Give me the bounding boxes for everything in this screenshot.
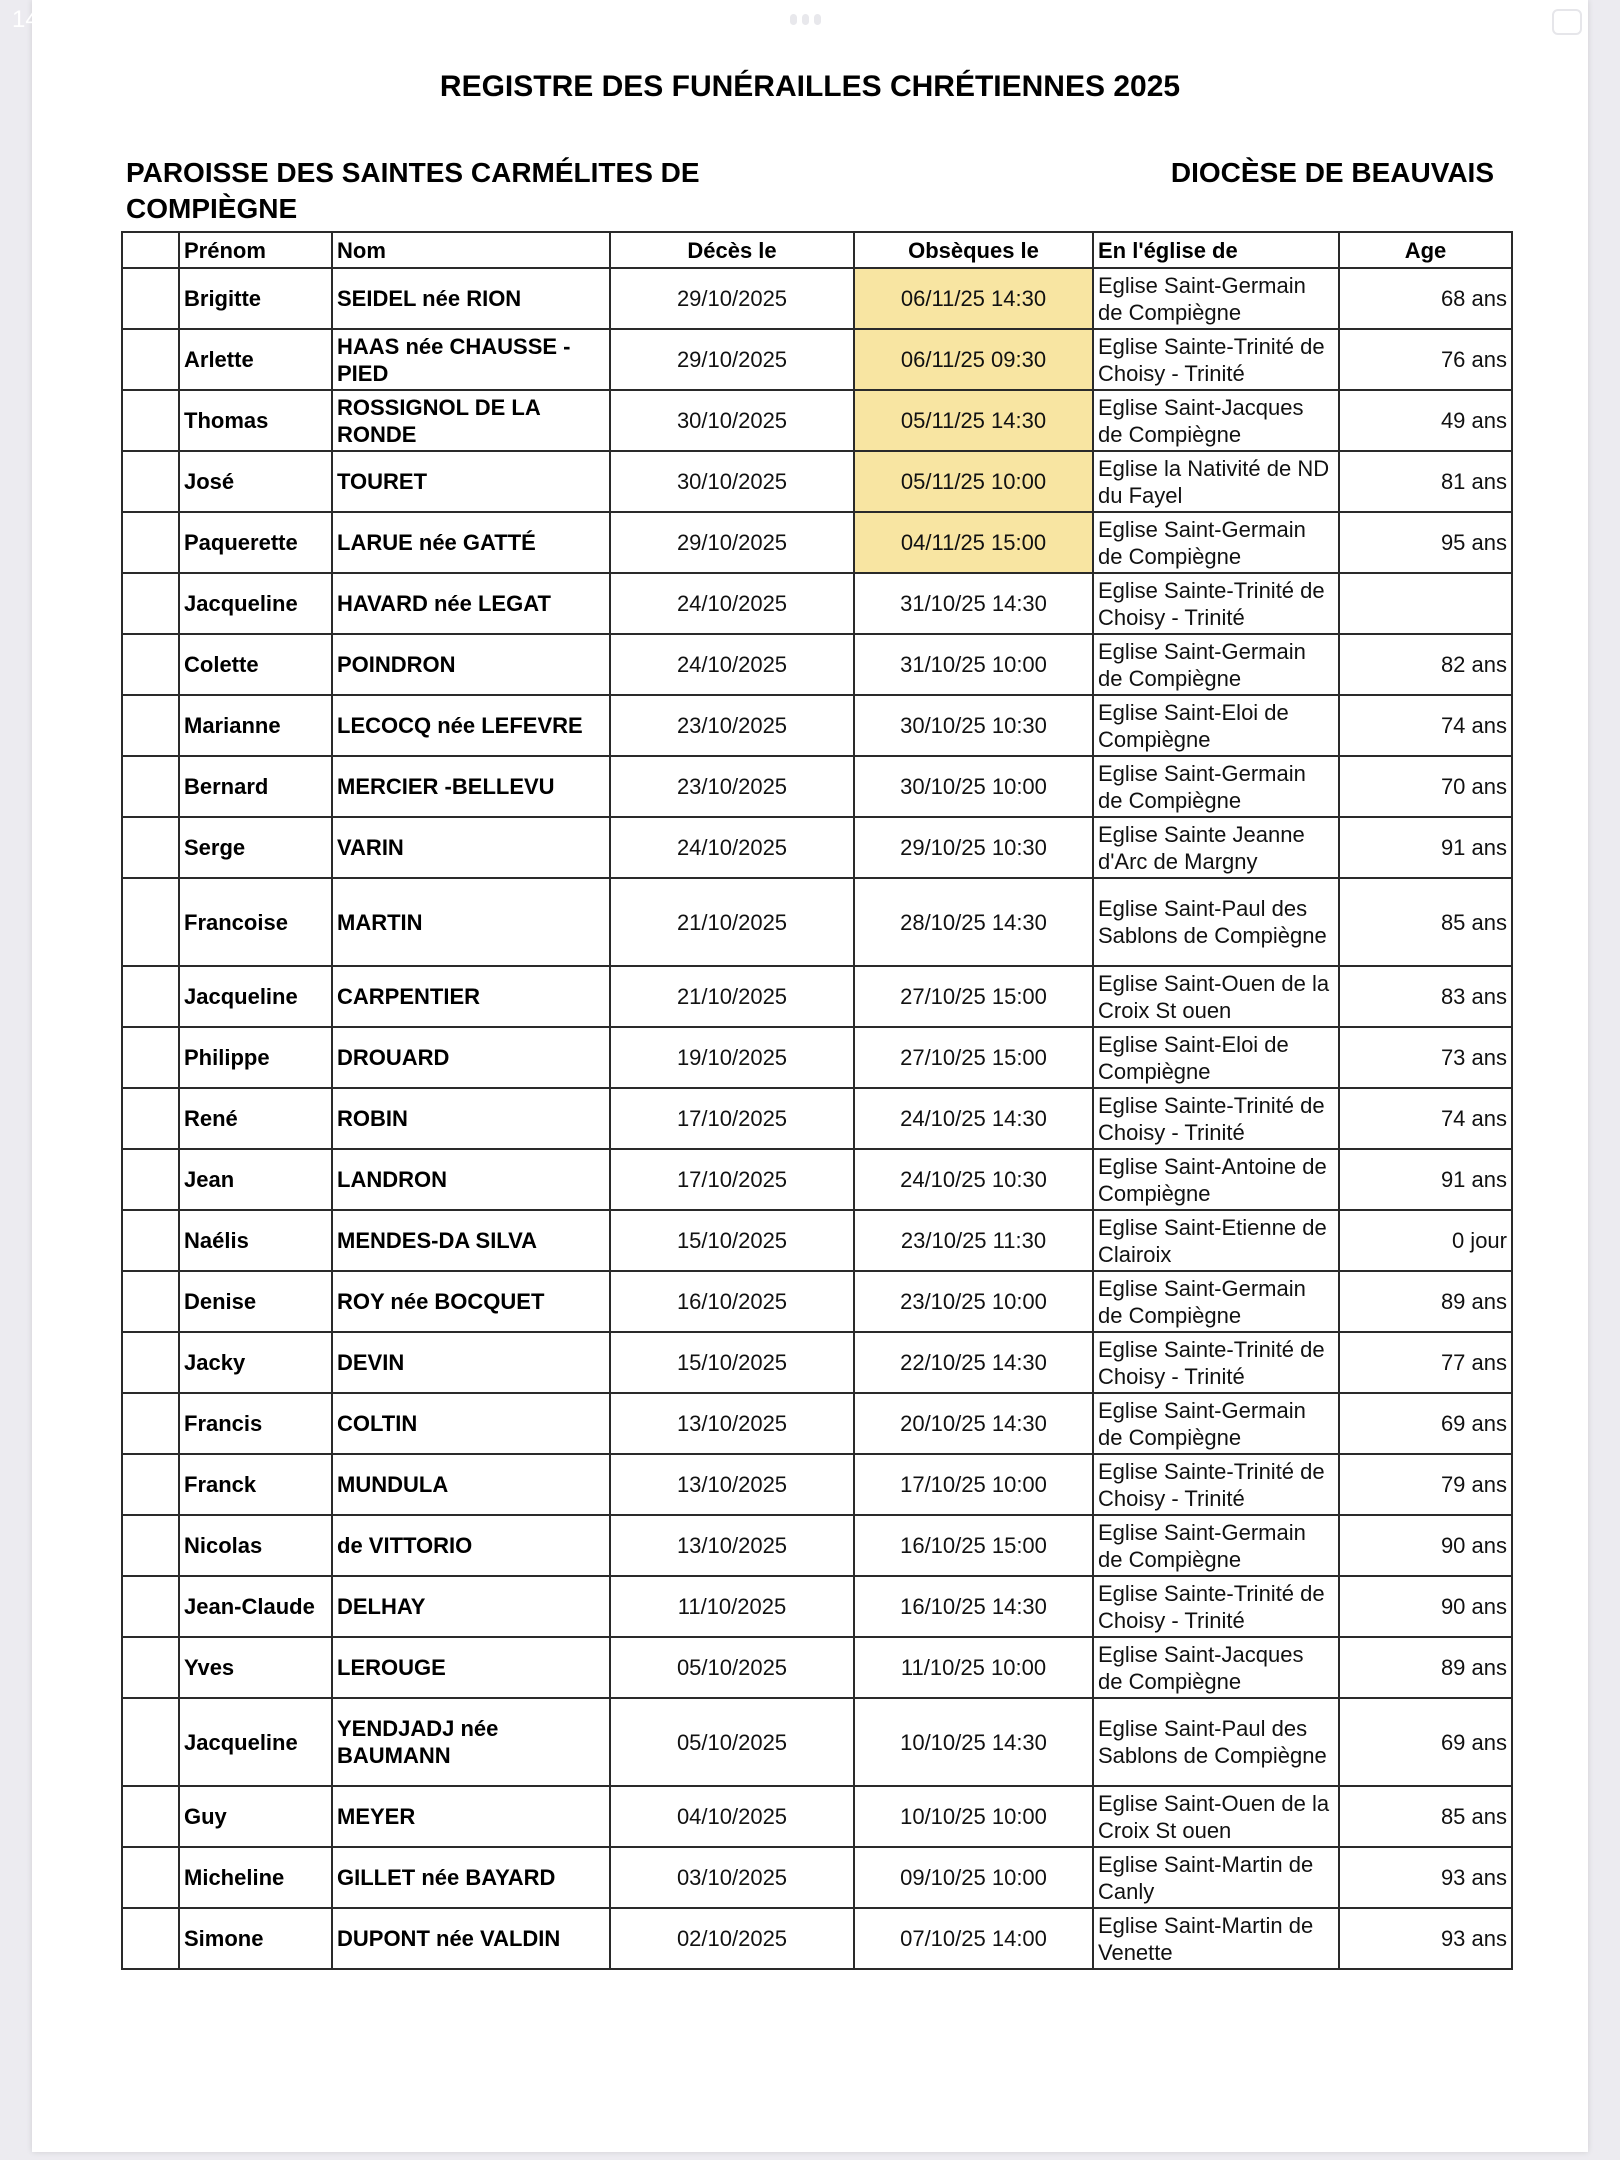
- table-row: [122, 451, 1512, 512]
- cell-eglise: Eglise Saint-Ouen de la Croix St ouen: [1093, 966, 1339, 1027]
- cell-prenom: Jacqueline: [179, 573, 332, 634]
- status-time: 14: [12, 6, 39, 33]
- cell-nom: HAAS née CHAUSSE - PIED: [332, 329, 610, 390]
- row-marker-cell: [122, 1637, 179, 1698]
- cell-age: 93 ans: [1339, 1847, 1512, 1908]
- cell-date-obseques: 11/10/25 10:00: [854, 1637, 1093, 1698]
- row-marker-cell: [122, 1847, 179, 1908]
- cell-prenom: Yves: [179, 1637, 332, 1698]
- column-header-age: Age: [1339, 232, 1512, 268]
- cell-nom: LARUE née GATTÉ: [332, 512, 610, 573]
- column-header-eglise: En l'église de: [1093, 232, 1339, 268]
- cell-age: 73 ans: [1339, 1027, 1512, 1088]
- cell-eglise: Eglise Sainte-Trinité de Choisy - Trinité: [1093, 1576, 1339, 1637]
- cell-nom: ROSSIGNOL DE LA RONDE: [332, 390, 610, 451]
- cell-eglise: Eglise Sainte-Trinité de Choisy - Trinité: [1093, 1088, 1339, 1149]
- cell-prenom: Jacqueline: [179, 966, 332, 1027]
- cell-date-deces: 11/10/2025: [610, 1576, 854, 1637]
- cell-date-deces: 24/10/2025: [610, 634, 854, 695]
- cell-date-obseques: 10/10/25 10:00: [854, 1786, 1093, 1847]
- table-row: [122, 695, 1512, 756]
- cell-date-obseques: 29/10/25 10:30: [854, 817, 1093, 878]
- row-marker-cell: [122, 1576, 179, 1637]
- table-row: [122, 634, 1512, 695]
- row-marker-cell: [122, 1786, 179, 1847]
- cell-date-deces: 16/10/2025: [610, 1271, 854, 1332]
- cell-nom: CARPENTIER: [332, 966, 610, 1027]
- table-row: [122, 1088, 1512, 1149]
- cell-date-obseques: 31/10/25 10:00: [854, 634, 1093, 695]
- cell-date-deces: 13/10/2025: [610, 1454, 854, 1515]
- cell-date-obseques: 30/10/25 10:30: [854, 695, 1093, 756]
- cell-date-deces: 24/10/2025: [610, 817, 854, 878]
- cell-date-deces: 21/10/2025: [610, 966, 854, 1027]
- row-marker-cell: [122, 1271, 179, 1332]
- cell-eglise: Eglise Saint-Eloi de Compiègne: [1093, 1027, 1339, 1088]
- cell-date-deces: 23/10/2025: [610, 695, 854, 756]
- cell-date-obseques: 16/10/25 15:00: [854, 1515, 1093, 1576]
- table-row: [122, 1027, 1512, 1088]
- cell-prenom: Denise: [179, 1271, 332, 1332]
- table-row: [122, 1149, 1512, 1210]
- column-header-obseques: Obsèques le: [854, 232, 1093, 268]
- cell-date-deces: 30/10/2025: [610, 451, 854, 512]
- cell-age: 93 ans: [1339, 1908, 1512, 1969]
- cell-age: 90 ans: [1339, 1576, 1512, 1637]
- status-bar: [0, 0, 1620, 40]
- row-marker-cell: [122, 268, 179, 329]
- table-row: [122, 390, 1512, 451]
- cell-eglise: Eglise Saint-Paul des Sablons de Compiègne: [1093, 878, 1339, 966]
- cell-age: 85 ans: [1339, 1786, 1512, 1847]
- cell-date-deces: 13/10/2025: [610, 1393, 854, 1454]
- table-row: [122, 1332, 1512, 1393]
- cell-eglise: Eglise la Nativité de ND du Fayel: [1093, 451, 1339, 512]
- cell-prenom: Marianne: [179, 695, 332, 756]
- cell-eglise: Eglise Sainte Jeanne d'Arc de Margny: [1093, 817, 1339, 878]
- cell-date-obseques: 09/10/25 10:00: [854, 1847, 1093, 1908]
- table-row: [122, 966, 1512, 1027]
- cell-nom: SEIDEL née RION: [332, 268, 610, 329]
- cell-date-obseques: 06/11/25 09:30: [854, 329, 1093, 390]
- diocese-name: DIOCÈSE DE BEAUVAIS: [1170, 157, 1494, 188]
- cell-prenom: Jean: [179, 1149, 332, 1210]
- cell-age: 74 ans: [1339, 695, 1512, 756]
- cell-eglise: Eglise Saint-Antoine de Compiègne: [1093, 1149, 1339, 1210]
- cell-prenom: René: [179, 1088, 332, 1149]
- cell-age: 68 ans: [1339, 268, 1512, 329]
- cell-nom: ROBIN: [332, 1088, 610, 1149]
- column-header-deces: Décès le: [610, 232, 854, 268]
- table-row: [122, 512, 1512, 573]
- cell-eglise: Eglise Sainte-Trinité de Choisy - Trinité: [1093, 1454, 1339, 1515]
- table-row: [122, 1210, 1512, 1271]
- cell-age: 70 ans: [1339, 756, 1512, 817]
- cell-date-obseques: 31/10/25 14:30: [854, 573, 1093, 634]
- row-marker-cell: [122, 390, 179, 451]
- cell-date-obseques: 04/11/25 15:00: [854, 512, 1093, 573]
- cell-nom: MENDES-DA SILVA: [332, 1210, 610, 1271]
- cell-date-deces: 17/10/2025: [610, 1149, 854, 1210]
- cell-date-obseques: 07/10/25 14:00: [854, 1908, 1093, 1969]
- battery-icon: [1552, 9, 1582, 35]
- table-row: [122, 756, 1512, 817]
- row-marker-cell: [122, 1088, 179, 1149]
- cell-nom: COLTIN: [332, 1393, 610, 1454]
- cell-prenom: José: [179, 451, 332, 512]
- cell-date-deces: 29/10/2025: [610, 268, 854, 329]
- cell-eglise: Eglise Sainte-Trinité de Choisy - Trinité: [1093, 329, 1339, 390]
- cell-prenom: Thomas: [179, 390, 332, 451]
- row-marker-cell: [122, 756, 179, 817]
- cell-age: 91 ans: [1339, 1149, 1512, 1210]
- cell-eglise: Eglise Saint-Germain de Compiègne: [1093, 512, 1339, 573]
- cell-date-deces: 29/10/2025: [610, 329, 854, 390]
- table-row: [122, 1271, 1512, 1332]
- cell-age: 69 ans: [1339, 1698, 1512, 1786]
- cell-nom: de VITTORIO: [332, 1515, 610, 1576]
- cell-prenom: Nicolas: [179, 1515, 332, 1576]
- cell-nom: DROUARD: [332, 1027, 610, 1088]
- cell-nom: LANDRON: [332, 1149, 610, 1210]
- cell-eglise: Eglise Saint-Etienne de Clairoix: [1093, 1210, 1339, 1271]
- cell-eglise: Eglise Saint-Germain de Compiègne: [1093, 1393, 1339, 1454]
- cell-nom: HAVARD née LEGAT: [332, 573, 610, 634]
- cell-eglise: Eglise Saint-Jacques de Compiègne: [1093, 390, 1339, 451]
- row-marker-cell: [122, 1454, 179, 1515]
- cell-eglise: Eglise Saint-Germain de Compiègne: [1093, 634, 1339, 695]
- cell-date-deces: 15/10/2025: [610, 1332, 854, 1393]
- row-marker-cell: [122, 695, 179, 756]
- cell-eglise: Eglise Saint-Paul des Sablons de Compiègne: [1093, 1698, 1339, 1786]
- cell-age: 76 ans: [1339, 329, 1512, 390]
- row-marker-cell: [122, 1210, 179, 1271]
- cell-age: 89 ans: [1339, 1271, 1512, 1332]
- cell-nom: DELHAY: [332, 1576, 610, 1637]
- cell-prenom: Francoise: [179, 878, 332, 966]
- cell-date-obseques: 23/10/25 11:30: [854, 1210, 1093, 1271]
- cell-nom: DEVIN: [332, 1332, 610, 1393]
- cell-eglise: Eglise Saint-Martin de Canly: [1093, 1847, 1339, 1908]
- row-marker-cell: [122, 451, 179, 512]
- table-row: [122, 878, 1512, 966]
- cell-date-obseques: 05/11/25 14:30: [854, 390, 1093, 451]
- cell-prenom: Paquerette: [179, 512, 332, 573]
- cell-age: 85 ans: [1339, 878, 1512, 966]
- table-header-row: [122, 232, 1512, 268]
- cell-nom: MERCIER -BELLEVU: [332, 756, 610, 817]
- cell-date-obseques: 27/10/25 15:00: [854, 966, 1093, 1027]
- cell-age: 77 ans: [1339, 1332, 1512, 1393]
- cell-date-obseques: 28/10/25 14:30: [854, 878, 1093, 966]
- cell-nom: POINDRON: [332, 634, 610, 695]
- cell-date-deces: 05/10/2025: [610, 1637, 854, 1698]
- cell-date-deces: 05/10/2025: [610, 1698, 854, 1786]
- cell-nom: MEYER: [332, 1786, 610, 1847]
- more-dots-icon[interactable]: [790, 14, 821, 25]
- cell-prenom: Guy: [179, 1786, 332, 1847]
- cell-eglise: Eglise Saint-Martin de Venette: [1093, 1908, 1339, 1969]
- cell-nom: LEROUGE: [332, 1637, 610, 1698]
- table-row: [122, 1786, 1512, 1847]
- cell-prenom: Colette: [179, 634, 332, 695]
- table-row: [122, 1847, 1512, 1908]
- cell-eglise: Eglise Saint-Ouen de la Croix St ouen: [1093, 1786, 1339, 1847]
- table-row: [122, 1576, 1512, 1637]
- cell-date-obseques: 05/11/25 10:00: [854, 451, 1093, 512]
- cell-prenom: Philippe: [179, 1027, 332, 1088]
- column-header-blank: [122, 232, 179, 268]
- cell-prenom: Simone: [179, 1908, 332, 1969]
- cell-eglise: Eglise Saint-Eloi de Compiègne: [1093, 695, 1339, 756]
- table-row: [122, 817, 1512, 878]
- cell-date-obseques: 16/10/25 14:30: [854, 1576, 1093, 1637]
- cell-age: 74 ans: [1339, 1088, 1512, 1149]
- cell-date-deces: 19/10/2025: [610, 1027, 854, 1088]
- cell-nom: ROY née BOCQUET: [332, 1271, 610, 1332]
- cell-eglise: Eglise Saint-Germain de Compiègne: [1093, 1515, 1339, 1576]
- cell-age: 79 ans: [1339, 1454, 1512, 1515]
- document-page: [32, 0, 1588, 2152]
- cell-prenom: Serge: [179, 817, 332, 878]
- cell-date-deces: 24/10/2025: [610, 573, 854, 634]
- cell-date-deces: 21/10/2025: [610, 878, 854, 966]
- cell-date-obseques: 24/10/25 10:30: [854, 1149, 1093, 1210]
- row-marker-cell: [122, 1698, 179, 1786]
- row-marker-cell: [122, 817, 179, 878]
- cell-nom: MARTIN: [332, 878, 610, 966]
- cell-nom: MUNDULA: [332, 1454, 610, 1515]
- row-marker-cell: [122, 966, 179, 1027]
- cell-nom: TOURET: [332, 451, 610, 512]
- cell-eglise: Eglise Saint-Germain de Compiègne: [1093, 268, 1339, 329]
- row-marker-cell: [122, 512, 179, 573]
- column-header-prenom: Prénom: [179, 232, 332, 268]
- table-row: [122, 1393, 1512, 1454]
- cell-date-deces: 23/10/2025: [610, 756, 854, 817]
- cell-date-obseques: 17/10/25 10:00: [854, 1454, 1093, 1515]
- cell-prenom: Micheline: [179, 1847, 332, 1908]
- row-marker-cell: [122, 878, 179, 966]
- cell-age: 83 ans: [1339, 966, 1512, 1027]
- cell-prenom: Franck: [179, 1454, 332, 1515]
- parish-name: PAROISSE DES SAINTES CARMÉLITES DE COMPIÈGNE: [126, 157, 700, 224]
- cell-age: 81 ans: [1339, 451, 1512, 512]
- cell-date-obseques: 10/10/25 14:30: [854, 1698, 1093, 1786]
- table-row: [122, 268, 1512, 329]
- cell-eglise: Eglise Saint-Germain de Compiègne: [1093, 1271, 1339, 1332]
- funeral-register-table: [121, 231, 1513, 1970]
- cell-date-deces: 02/10/2025: [610, 1908, 854, 1969]
- cell-date-obseques: 20/10/25 14:30: [854, 1393, 1093, 1454]
- table-row: [122, 329, 1512, 390]
- cell-prenom: Francis: [179, 1393, 332, 1454]
- cell-prenom: Jacky: [179, 1332, 332, 1393]
- cell-prenom: Jacqueline: [179, 1698, 332, 1786]
- cell-age: 0 jour: [1339, 1210, 1512, 1271]
- cell-prenom: Bernard: [179, 756, 332, 817]
- row-marker-cell: [122, 634, 179, 695]
- cell-date-deces: 30/10/2025: [610, 390, 854, 451]
- row-marker-cell: [122, 1393, 179, 1454]
- table-row: [122, 1515, 1512, 1576]
- cell-date-deces: 29/10/2025: [610, 512, 854, 573]
- cell-nom: GILLET née BAYARD: [332, 1847, 610, 1908]
- cell-date-obseques: 30/10/25 10:00: [854, 756, 1093, 817]
- row-marker-cell: [122, 1027, 179, 1088]
- cell-age: 49 ans: [1339, 390, 1512, 451]
- cell-age: 95 ans: [1339, 512, 1512, 573]
- cell-eglise: Eglise Sainte-Trinité de Choisy - Trinité: [1093, 573, 1339, 634]
- row-marker-cell: [122, 1149, 179, 1210]
- cell-nom: LECOCQ née LEFEVRE: [332, 695, 610, 756]
- cell-date-obseques: 24/10/25 14:30: [854, 1088, 1093, 1149]
- cell-date-deces: 17/10/2025: [610, 1088, 854, 1149]
- cell-date-deces: 04/10/2025: [610, 1786, 854, 1847]
- cell-eglise: Eglise Saint-Jacques de Compiègne: [1093, 1637, 1339, 1698]
- column-header-nom: Nom: [332, 232, 610, 268]
- cell-prenom: Naélis: [179, 1210, 332, 1271]
- cell-prenom: Brigitte: [179, 268, 332, 329]
- cell-eglise: Eglise Sainte-Trinité de Choisy - Trinité: [1093, 1332, 1339, 1393]
- table-row: [122, 1908, 1512, 1969]
- cell-date-obseques: 06/11/25 14:30: [854, 268, 1093, 329]
- cell-age: 82 ans: [1339, 634, 1512, 695]
- cell-age: 91 ans: [1339, 817, 1512, 878]
- row-marker-cell: [122, 1515, 179, 1576]
- cell-date-deces: 03/10/2025: [610, 1847, 854, 1908]
- row-marker-cell: [122, 1908, 179, 1969]
- row-marker-cell: [122, 1332, 179, 1393]
- cell-date-obseques: 22/10/25 14:30: [854, 1332, 1093, 1393]
- cell-date-deces: 13/10/2025: [610, 1515, 854, 1576]
- cell-age: [1339, 573, 1512, 634]
- row-marker-cell: [122, 573, 179, 634]
- cell-eglise: Eglise Saint-Germain de Compiègne: [1093, 756, 1339, 817]
- cell-date-obseques: 27/10/25 15:00: [854, 1027, 1093, 1088]
- cell-age: 69 ans: [1339, 1393, 1512, 1454]
- cell-nom: VARIN: [332, 817, 610, 878]
- table-row: [122, 1454, 1512, 1515]
- row-marker-cell: [122, 329, 179, 390]
- cell-nom: YENDJADJ née BAUMANN: [332, 1698, 610, 1786]
- cell-nom: DUPONT née VALDIN: [332, 1908, 610, 1969]
- cell-age: 89 ans: [1339, 1637, 1512, 1698]
- cell-prenom: Arlette: [179, 329, 332, 390]
- cell-date-obseques: 23/10/25 10:00: [854, 1271, 1093, 1332]
- document-title: REGISTRE DES FUNÉRAILLES CHRÉTIENNES 2025: [439, 70, 1181, 103]
- table-row: [122, 573, 1512, 634]
- cell-prenom: Jean-Claude: [179, 1576, 332, 1637]
- cell-age: 90 ans: [1339, 1515, 1512, 1576]
- table-row: [122, 1637, 1512, 1698]
- table-row: [122, 1698, 1512, 1786]
- cell-date-deces: 15/10/2025: [610, 1210, 854, 1271]
